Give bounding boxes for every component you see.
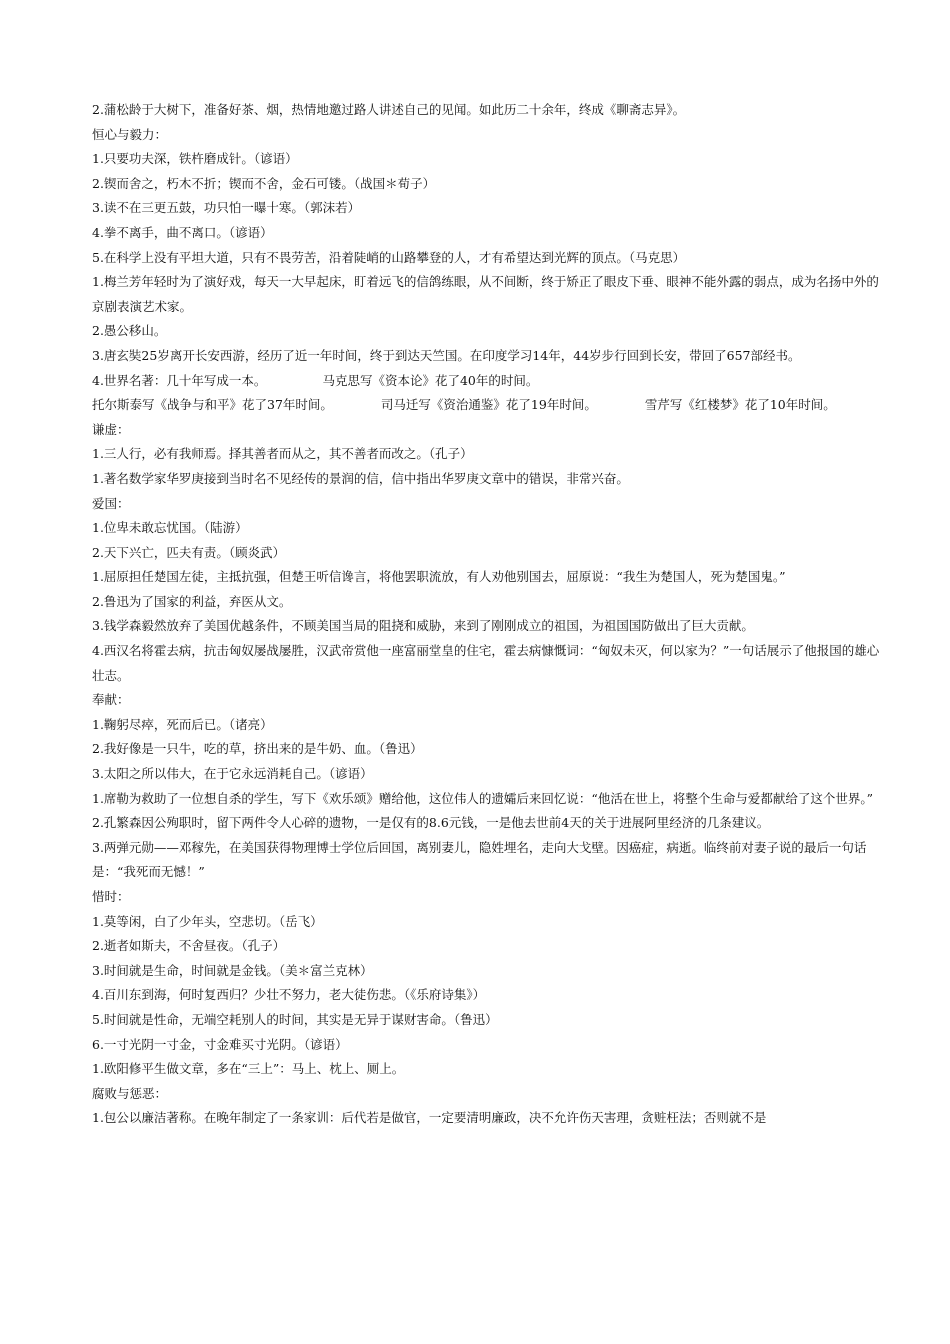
text-line: 3.时间就是生命，时间就是金钱。（美＊富兰克林） xyxy=(92,962,373,978)
text-line: 2.愚公移山。 xyxy=(92,323,167,339)
section-heading: 惜时： xyxy=(92,889,130,904)
text-line: 3.钱学森毅然放弃了美国优越条件，不顾美国当局的阻挠和威胁，来到了刚刚成立的祖国，为祖国国防做出了巨大贡献。 xyxy=(92,618,754,634)
text-line: 5.时间就是性命，无端空耗别人的时间，其实是无异于谋财害命。（鲁迅） xyxy=(92,1011,498,1027)
text-segment: 马克思写《资本论》花了40年的时间。 xyxy=(322,372,539,388)
section-heading: 爱国： xyxy=(92,495,130,511)
text-line: 1.欧阳修平生做文章，多在“三上”：马上、枕上、厕上。 xyxy=(92,1061,405,1077)
text-line: 2.锲而舍之，朽木不折；锲而不舍，金石可镂。（战国＊荀子） xyxy=(92,175,436,191)
text-line: 1.包公以廉洁著称。在晚年制定了一条家训：后代若是做官，一定要清明廉政，决不允许伤天害理，贪赃枉法；否则就不是 xyxy=(92,1110,767,1126)
text-line: 4.拳不离手，曲不离口。（谚语） xyxy=(92,224,273,240)
text-line: 3.读不在三更五鼓，功只怕一曝十寒。（郭沫若） xyxy=(92,200,361,216)
text-line: 3.太阳之所以伟大，在于它永远消耗自己。（谚语） xyxy=(92,766,373,782)
text-line xyxy=(92,369,882,394)
text-line: 1.莫等闲，白了少年头，空悲切。（岳飞） xyxy=(92,913,323,929)
text-line: 1.梅兰芳年轻时为了演好戏，每天一大早起床，盯着远飞的信鸽练眼，从不间断，终于矫正了眼皮下垂、眼神不能外露的弱点，成为名扬中外的京剧表演艺术家。 xyxy=(92,274,879,314)
text-line: 5.在科学上没有平坦大道，只有不畏劳苦，沿着陡峭的山路攀登的人，才有希望达到光辉的顶点。（马克思） xyxy=(92,249,686,265)
text-line xyxy=(92,393,882,418)
text-line: 1.席勒为救助了一位想自杀的学生，写下《欢乐颂》赠给他，这位伟人的遗孀后来回忆说：“他活在世上，将整个生命与爱都献给了这个世界。” xyxy=(92,790,873,806)
text-segment: 司马迁写《资治通鉴》花了19年时间。 xyxy=(380,397,597,413)
section-heading: 奉献： xyxy=(92,692,130,708)
text-line: 2.孔繁森因公殉职时，留下两件令人心碎的遗物，一是仅有的8.6元钱，一是他去世前4天的关于进展阿里经济的几条建议。 xyxy=(92,815,770,831)
section-heading: 腐败与惩恶： xyxy=(92,1085,168,1101)
text-line: 4.西汉名将霍去病，抗击匈奴屡战屡胜，汉武帝赏他一座富丽堂皇的住宅，霍去病慷慨词：“匈奴未灭，何以家为？”一句话展示了他报国的雄心壮志。 xyxy=(92,643,880,683)
text-segment: 托尔斯泰写《战争与和平》花了37年时间。 xyxy=(92,397,333,413)
text-line: 3.唐玄奘25岁离开长安西游，经历了近一年时间，终于到达天竺国。在印度学习14年，44岁步行回到长安，带回了657部经书。 xyxy=(92,347,801,363)
text-line: 2.鲁迅为了国家的利益，弃医从文。 xyxy=(92,593,292,609)
text-line: 1.著名数学家华罗庚接到当时名不见经传的景润的信，信中指出华罗庚文章中的错误，非常兴奋。 xyxy=(92,470,629,486)
section-heading: 恒心与毅力： xyxy=(92,126,168,142)
text-segment: 4.世界名著：几十年写成一本。 xyxy=(92,372,267,388)
text-line: 1.鞠躬尽瘁，死而后已。（诸亮） xyxy=(92,716,273,732)
section-heading: 谦虚： xyxy=(92,421,130,437)
text-line: 2.蒲松龄于大树下，准备好茶、烟，热情地邀过路人讲述自己的见闻。如此历二十余年，终成《聊斋志异》。 xyxy=(92,102,686,117)
text-line: 1.位卑未敢忘忧国。（陆游） xyxy=(92,520,248,536)
text-line: 1.屈原担任楚国左徒，主抵抗强，但楚王听信谗言，将他罢职流放，有人劝他别国去，屈原说：“我生为楚国人，死为楚国鬼。” xyxy=(92,569,786,585)
text-line: 4.百川东到海，何时复西归？少壮不努力，老大徒伤悲。（《乐府诗集》） xyxy=(92,987,486,1003)
text-line: 3.两弹元勋——邓稼先，在美国获得物理博士学位后回国，离别妻儿，隐姓埋名，走向大戈壁。因癌症，病逝。临终前对妻子说的最后一句话是：“我死而无憾！” xyxy=(92,839,867,880)
text-line: 1.三人行，必有我师焉。择其善者而从之，其不善者而改之。（孔子） xyxy=(92,446,473,462)
text-line: 2.天下兴亡，匹夫有责。（顾炎武） xyxy=(92,544,286,560)
text-line: 6.一寸光阴一寸金，寸金难买寸光阴。（谚语） xyxy=(92,1036,348,1052)
document-body xyxy=(92,98,882,1131)
text-segment: 雪芹写《红楼梦》花了10年时间。 xyxy=(644,397,836,413)
text-line: 2.我好像是一只牛，吃的草，挤出来的是牛奶、血。（鲁迅） xyxy=(92,741,423,757)
text-line: 1.只要功夫深，铁杵磨成针。（谚语） xyxy=(92,151,298,167)
text-line: 2.逝者如斯夫，不舍昼夜。（孔子） xyxy=(92,938,286,954)
